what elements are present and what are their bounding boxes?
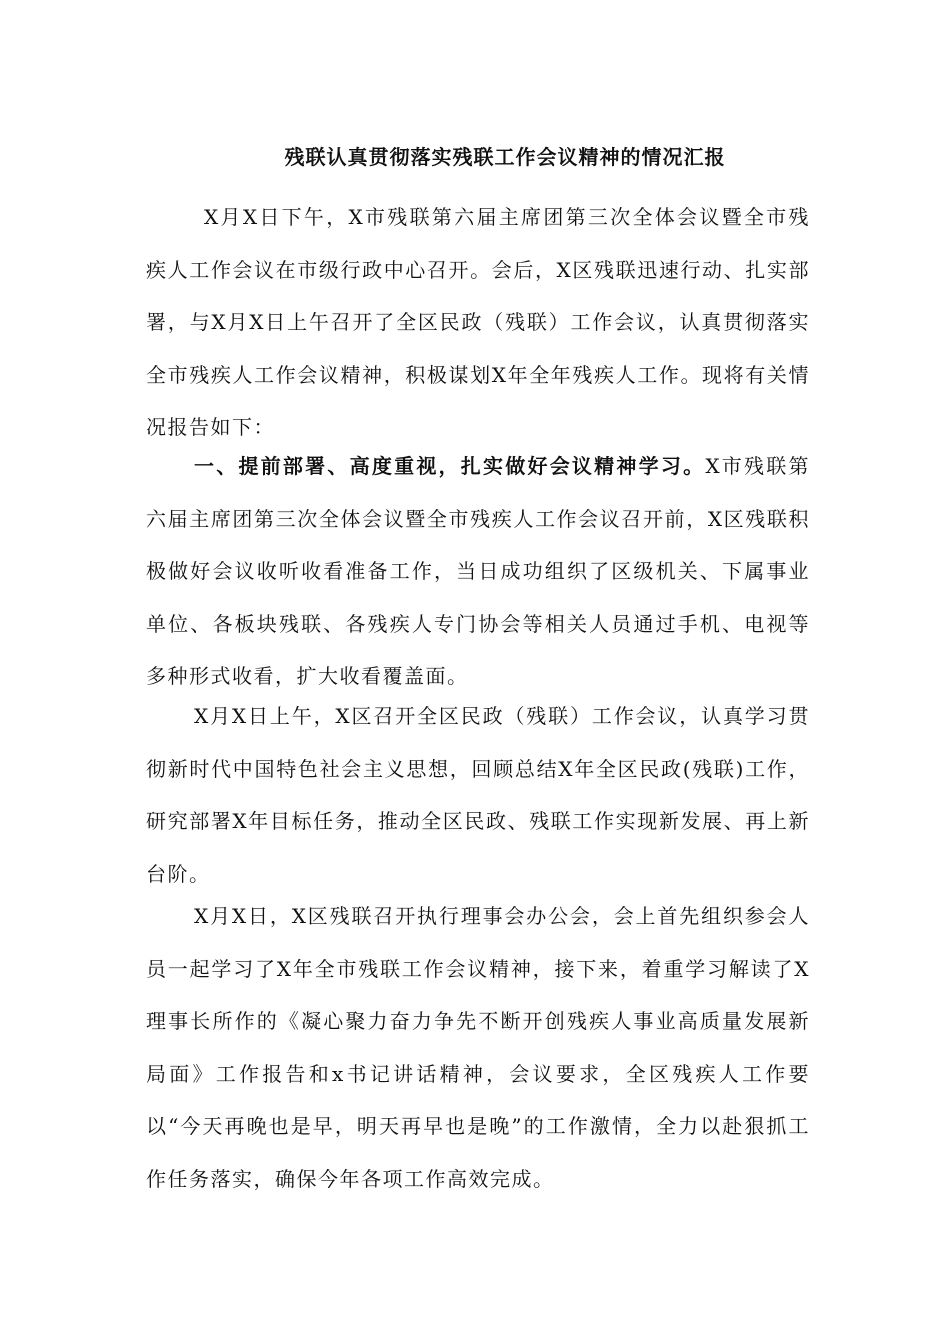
paragraph-intro [146,191,810,454]
paragraph-district-meeting [146,690,810,900]
section-one-heading: 一、提前部署、高度重视，扎实做好会议精神学习。 [194,454,706,478]
section-one-text: X市残联第六届主席团第三次全体会议暨全市残疾人工作会议召开前，X区残联积极做好会议收听收看准备工作，当日成功组织了区级机关、下属事业单位、各板块残联、各残疾人专门协会等相关人员通过手机、电视等多种形式收看，扩大收看覆盖面。 [146,454,810,688]
district-meeting-text: X月X日上午，X区召开全区民政（残联）工作会议，认真学习贯彻新时代中国特色社会主义思想，回顾总结X年全区民政(残联)工作，研究部署X年目标任务，推动全区民政、残联工作实现新发展、再上新台阶。 [146,704,810,886]
document-title: 残联认真贯彻落实残联工作会议精神的情况汇报 [284,145,726,169]
paragraph-executive-meeting [146,890,810,1205]
paragraph-section-one [146,440,810,703]
paragraph-intro-text: X月X日下午，X市残联第六届主席团第三次全体会议暨全市残疾人工作会议在市级行政中心召开。会后，X区残联迅速行动、扎实部署，与X月X日上午召开了全区民政（残联）工作会议，认真贯彻落实全市残疾人工作会议精神，积极谋划X年全年残疾人工作。现将有关情况报告如下： [146,205,810,439]
executive-meeting-text: X月X日，X区残联召开执行理事会办公会，会上首先组织参会人员一起学习了X年全市残联工作会议精神，接下来，着重学习解读了X理事长所作的《凝心聚力奋力争先不断开创残疾人事业高质量发展新局面》工作报告和x书记讲话精神，会议要求，全区残疾人工作要以“今天再晚也是早，明天再早也是晚”的工作激情，全力以赴狠抓工作任务落实，确保今年各项工作高效完成。 [146,904,810,1191]
